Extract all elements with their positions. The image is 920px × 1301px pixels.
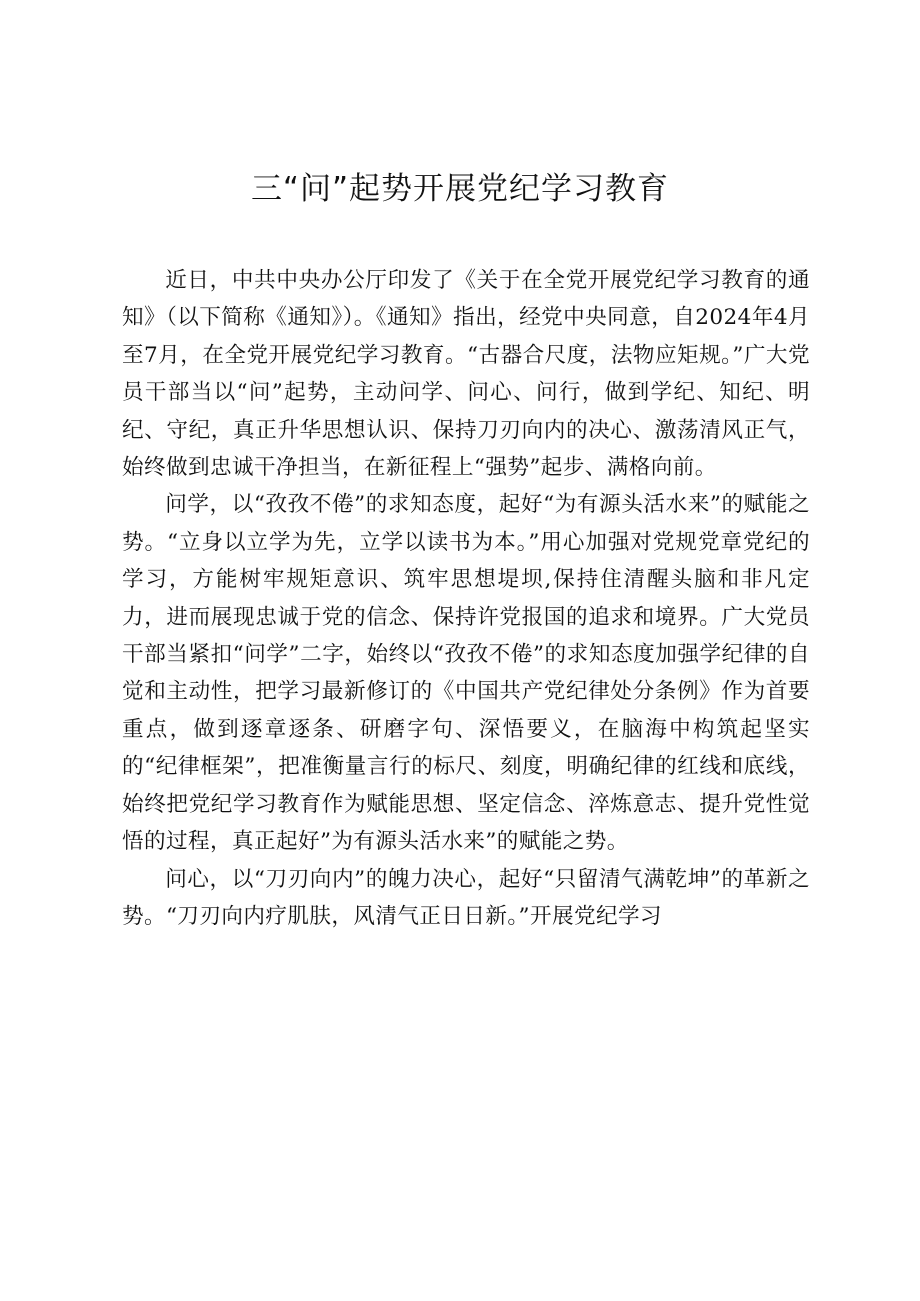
paragraph-wenxue: 问学，以“孜孜不倦”的求知态度，起好“为有源头活水来”的赋能之势。“立身以立学为先，立学以读书为本。”用心加强对党规党章党纪的学习，方能树牢规矩意识、筑牢思想堤坝,保持住清醒头脑和非凡定力，进而展现忠诚于党的信念、保持许党报国的追求和境界。广大党员干部当紧扣“问学”二字，始终以“孜孜不倦”的求知态度加强学纪律的自觉和主动性，把学习最新修订的《中国共产党纪律处分条例》作为首要重点，做到逐章逐条、研磨字句、深悟要义，在脑海中构筑起坚实的“纪律框架”，把准衡量言行的标尺、刻度，明确纪律的红线和底线，始终把党纪学习教育作为赋能思想、坚定信念、淬炼意志、提升党性觉悟的过程，真正起好”为有源头活水来”的赋能之势。 — [122, 492, 810, 855]
document-title: 三“问”起势开展党纪学习教育 — [250, 171, 670, 207]
paragraph-wenxin: 问心，以“刀刃向内”的魄力决心，起好“只留清气满乾坤”的革新之势。“刀刃向内疗肌肤，风清气正日日新。”开展党纪学习 — [122, 866, 810, 929]
document-body — [122, 262, 810, 935]
paragraph-intro: 近日，中共中央办公厅印发了《关于在全党开展党纪学习教育的通知》（以下简称《通知》）。《通知》指出，经党中央同意，自2024年4月至7月，在全党开展党纪学习教育。“古器合尺度，法物应矩规。”广大党员干部当以“问”起势，主动问学、问心、问行，做到学纪、知纪、明纪、守纪，真正升华思想认识、保持刀刃向内的决心、激荡清风正气，始终做到忠诚干净担当，在新征程上“强势”起步、满格向前。 — [122, 268, 810, 481]
